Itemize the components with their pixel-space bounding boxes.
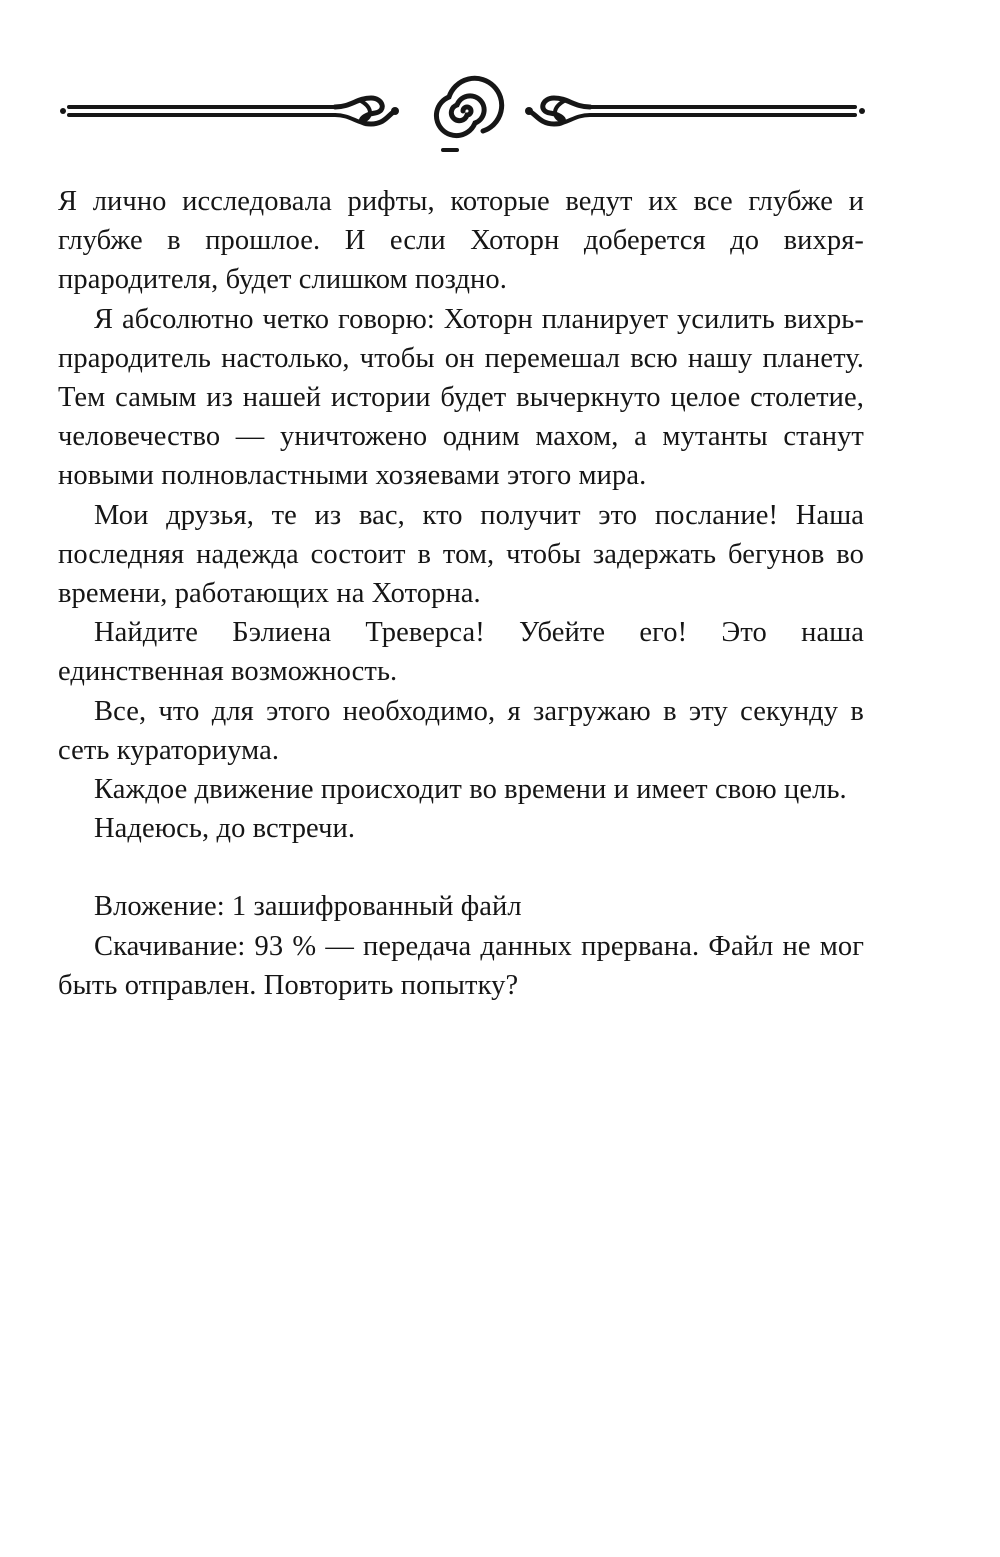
download-status-line: Скачивание: 93 % — передача данных прервана. Файл не мог быть отправлен. Повторить попытку? xyxy=(58,930,864,1001)
paragraph-6: Каждое движение происходит во времени и имеет свою цель. xyxy=(94,774,847,806)
attachment-line: Вложение: 1 зашифрованный файл xyxy=(94,891,522,923)
paragraph-7: Надеюсь, до встречи. xyxy=(94,813,356,845)
paragraph-2: Я абсолютно четко говорю: Хоторн планирует усилить вихрь-прародитель настолько, чтобы он перемешал всю нашу планету. Тем самым из нашей истории будет вычеркнуто целое столетие, человечество — уничтожено одним махом, а мутанты станут новыми полновластными хозяевами этого мира. xyxy=(58,303,864,492)
spiral-ornament-icon xyxy=(55,68,870,158)
section-gap xyxy=(58,848,864,887)
paragraph-3: Мои друзья, те из вас, кто получит это послание! Наша последняя надежда состоит в том, чтобы задержать бегунов во времени, работающих на Хоторна. xyxy=(58,499,864,610)
body-text xyxy=(58,182,864,1005)
paragraph-1: Я лично исследовала рифты, которые ведут их все глубже и глубже в прошлое. И если Хоторн доберется до вихря-прародителя, будет слишком поздно. xyxy=(58,186,864,296)
paragraph-4: Найдите Бэлиена Треверса! Убейте его! Это наша единственная возможность. xyxy=(58,617,864,688)
paragraph-5: Все, что для этого необходимо, я загружаю в эту секунду в сеть кураториума. xyxy=(58,695,864,766)
